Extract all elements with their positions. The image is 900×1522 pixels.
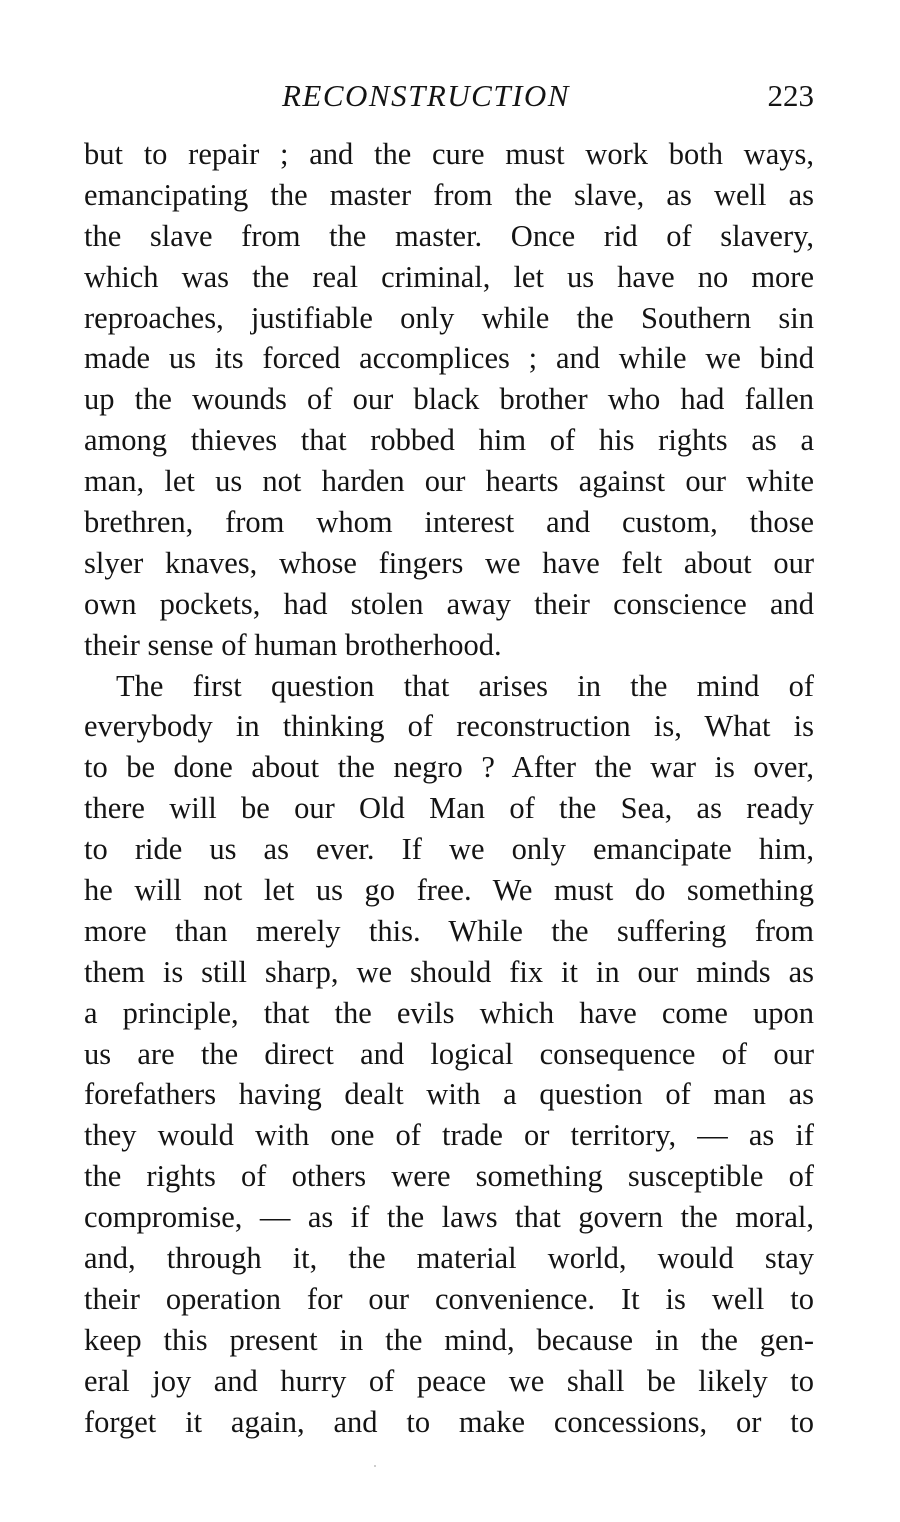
text-line: reproaches, justifiable only while the Southern sin (84, 300, 814, 335)
text-line: compromise, — as if the laws that govern the moral, (84, 1200, 814, 1235)
text-line: the slave from the master. Once rid of slavery, (84, 218, 814, 253)
text-line: emancipating the master from the slave, as well as (84, 177, 814, 212)
text-line: a principle, that the evils which have come upon (84, 995, 814, 1030)
text-line: eral joy and hurry of peace we shall be likely to (84, 1363, 814, 1398)
paragraph-1 (84, 134, 814, 666)
text-line: to be done about the negro ? After the war is over, (84, 750, 814, 785)
text-line: and, through it, the material world, would stay (84, 1241, 814, 1276)
page-number: 223 (767, 78, 814, 113)
text-line: slyer knaves, whose fingers we have felt about our (84, 545, 814, 580)
running-head (0, 74, 900, 118)
text-line: forget it again, and to make concessions, or to (84, 1404, 814, 1439)
text-line: made us its forced accomplices ; and while we bind (84, 341, 814, 376)
text-line: the rights of others were something susceptible of (84, 1159, 814, 1194)
text-line: brethren, from whom interest and custom, those (84, 505, 814, 540)
text-line: he will not let us go free. We must do something (84, 873, 814, 908)
text-line: which was the real criminal, let us have no more (84, 259, 814, 294)
text-line: more than merely this. While the suffering from (84, 913, 814, 948)
text-line: keep this present in the mind, because in the gen- (84, 1322, 814, 1357)
paragraph-2 (84, 666, 814, 1443)
text-line: but to repair ; and the cure must work both ways, (84, 137, 814, 171)
text-line: them is still sharp, we should fix it in our minds as (84, 954, 814, 989)
body-text (84, 134, 814, 1443)
text-line: own pockets, had stolen away their conscience and (84, 586, 814, 621)
text-line: us are the direct and logical consequence of our (84, 1036, 814, 1071)
text-line: their operation for our convenience. It is well to (84, 1281, 814, 1316)
text-line: The first question that arises in the mind of (116, 668, 814, 703)
text-line: to ride us as ever. If we only emancipate him, (84, 832, 814, 867)
text-line: forefathers having dealt with a question of man as (84, 1077, 814, 1112)
running-title: RECONSTRUCTION (282, 78, 570, 113)
text-line: up the wounds of our black brother who had fallen (84, 382, 814, 417)
text-line: their sense of human brotherhood. (84, 627, 502, 662)
text-line: everybody in thinking of reconstruction is, What is (84, 709, 814, 744)
text-line: they would with one of trade or territory, — as if (84, 1118, 814, 1153)
text-line: among thieves that robbed him of his rights as a (84, 423, 814, 458)
ink-speck (374, 1465, 376, 1467)
text-line: man, let us not harden our hearts against our white (84, 464, 814, 499)
text-line: there will be our Old Man of the Sea, as ready (84, 791, 814, 826)
